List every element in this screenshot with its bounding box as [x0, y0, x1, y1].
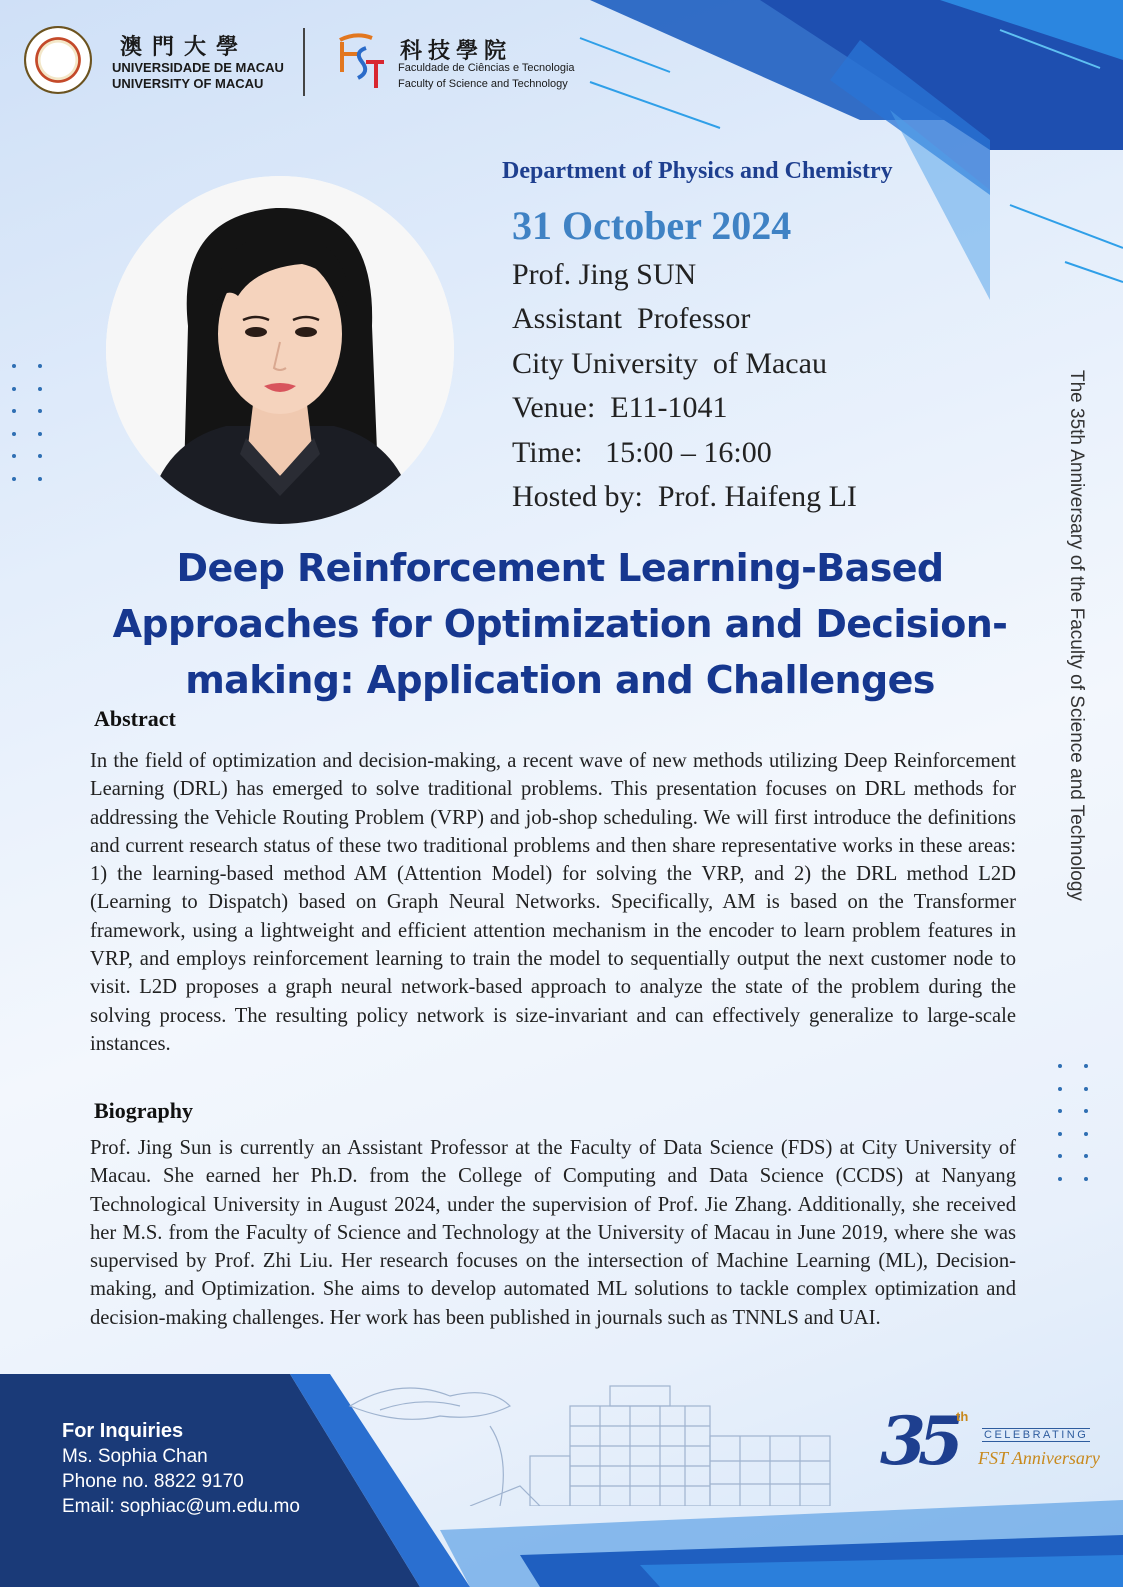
anniversary-tagline: FST Anniversary [978, 1448, 1100, 1468]
dot-grid-decoration-right [1058, 1064, 1090, 1181]
campus-building-sketch [340, 1366, 860, 1506]
um-name-portuguese: UNIVERSIDADE DE MACAU [112, 60, 284, 75]
header-divider [303, 28, 305, 96]
anniversary-celebrating-label: CELEBRATING [984, 1429, 1089, 1441]
fst-logo-icon [336, 32, 386, 90]
event-venue: Venue: E11-1041 [512, 391, 728, 424]
abstract-text: In the field of optimization and decision-making, a recent wave of new methods utilizing Deep Reinforcement Learning (DRL) has emerged to solve traditional problems. This presentation focuses on DRL methods for addressing the Vehicle Routing Problem (VRP) and job-shop scheduling. We will first introduce the definitions and current research status of these two traditional problems and then share representative works in these areas: 1) the learning-based method AM (Attention Model) for solving the VRP, and 2) the DRL method L2D (Learning to Dispatch) based on Graph Neural Networks. Specifically, AM is based on the Transformer framework, using a lightweight and efficient attention mechanism in the encoder to learn problem features in VRP, and employs reinforcement learning to train the model to sequentially output the next customer node to visit. L2D proposes a graph neural network-based approach to analyze the state of the problem during the solving process. The resulting policy network is size-invariant and can effectively generalize to large-scale instances. [90, 750, 1016, 1055]
inquiries-contact-name: Ms. Sophia Chan [62, 1446, 208, 1467]
anniversary-th-suffix: th [956, 1409, 969, 1424]
anniversary-side-text: The 35th Anniversary of the Faculty of Science and Technology [1066, 370, 1087, 901]
fst-name-portuguese: Faculdade de Ciências e Tecnologia [398, 62, 575, 74]
inquiries-heading: For Inquiries [62, 1420, 184, 1442]
inquiries-email: Email: sophiac@um.edu.mo [62, 1496, 300, 1517]
inquiries-phone: Phone no. 8822 9170 [62, 1471, 244, 1492]
event-time: Time: 15:00 – 16:00 [512, 436, 772, 469]
header-stripes-decoration [560, 0, 1123, 300]
fst-name-chinese: 科技學院 [400, 38, 513, 64]
fst-name-english: Faculty of Science and Technology [398, 78, 568, 90]
speaker-position: Assistant Professor [512, 302, 751, 335]
biography-text: Prof. Jing Sun is currently an Assistant Professor at the Faculty of Data Science (FDS) at City University of Macau. She earned her Ph.D. from the College of Computing and Data Science (CCDS) at Nanyang Technological University in August 2024, under the supervision of Prof. Jie Zhang. Additionally, she received her M.S. from the Faculty of Science and Technology at the University of Macau in June 2019, where she was supervised by Prof. Zhi Liu. Her research focuses on the intersection of Machine Learning (ML), Decision-making, and Optimization. She aims to develop automated ML solutions to tackle complex optimization and decision-making challenges. Her work has been published in journals such as TNNLS and UAI. [90, 1137, 1016, 1329]
department-name: Department of Physics and Chemistry [502, 158, 893, 184]
event-host: Hosted by: Prof. Haifeng LI [512, 480, 857, 513]
speaker-portrait [106, 176, 454, 524]
speaker-affiliation: City University of Macau [512, 347, 827, 380]
biography-heading: Biography [94, 1098, 194, 1123]
talk-title: Deep Reinforcement Learning-Based Approaches for Optimization and Decision-making: Application and Challenges [112, 546, 1008, 702]
um-name-chinese: 澳門大學 [120, 34, 249, 60]
abstract-heading: Abstract [94, 706, 176, 731]
event-date: 31 October 2024 [512, 203, 792, 248]
anniversary-35-logo: 35 [880, 1402, 956, 1480]
speaker-name: Prof. Jing SUN [512, 258, 697, 291]
dot-grid-decoration-left [12, 364, 44, 481]
um-name-english: UNIVERSITY OF MACAU [112, 76, 264, 91]
university-of-macau-seal-icon [24, 26, 92, 94]
